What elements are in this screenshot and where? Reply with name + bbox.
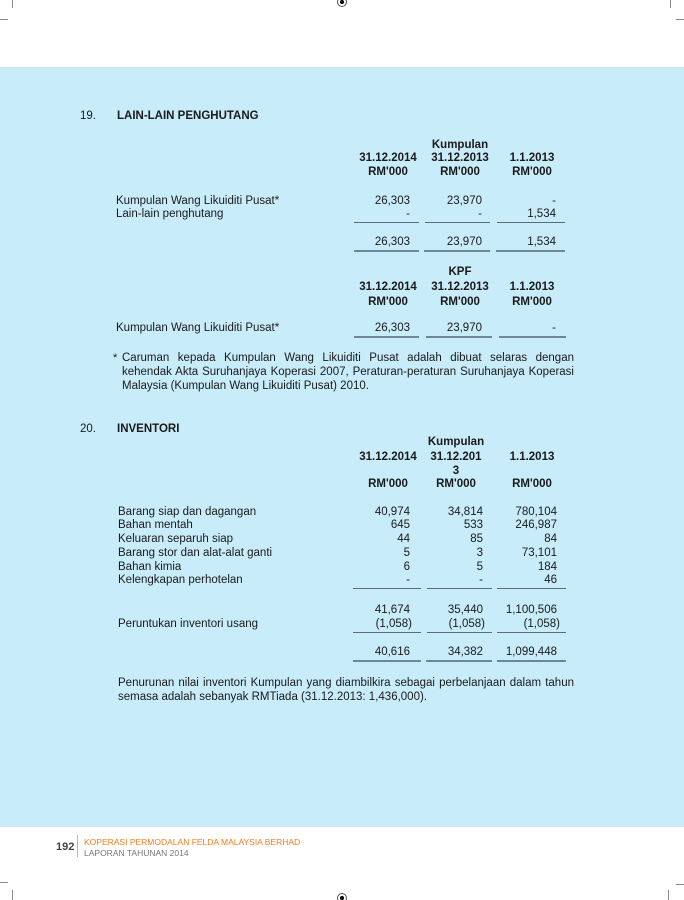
cell-value: 184	[537, 561, 557, 573]
column-date: 1.1.2013	[509, 152, 555, 164]
page-number: 192	[56, 841, 75, 853]
double-underline	[499, 336, 566, 338]
double-underline	[497, 660, 566, 662]
cell-value: 6	[403, 561, 410, 573]
subtotal-value: 1,100,506	[505, 604, 557, 616]
crop-mark	[12, 0, 13, 8]
double-underline	[353, 660, 421, 662]
publisher-name: KOPERASI PERMODALAN FELDA MALAYSIA BERHAD	[84, 837, 301, 847]
footnote	[113, 351, 574, 393]
total-value: 1,534	[527, 236, 556, 248]
entity-header: Kumpulan	[427, 436, 485, 448]
double-underline	[496, 250, 565, 252]
cell-value: 3	[476, 547, 483, 559]
column-unit: RM'000	[512, 296, 552, 308]
cell-value: -	[406, 208, 410, 220]
column-unit: RM'000	[368, 166, 408, 178]
cell-value: (1,058)	[375, 618, 412, 630]
cell-value: 5	[403, 547, 410, 559]
row-label: Kelengkapan perhotelan	[118, 574, 243, 586]
underline	[427, 632, 492, 633]
cell-value: 5	[476, 561, 483, 573]
crop-mark	[0, 882, 8, 883]
cell-value: 26,303	[374, 195, 410, 207]
total-value: 34,382	[447, 646, 483, 658]
underline	[354, 222, 419, 223]
column-unit: RM'000	[368, 296, 408, 308]
crop-mark	[670, 0, 671, 8]
double-underline	[424, 250, 490, 252]
double-underline	[354, 250, 419, 252]
column-unit: RM'000	[368, 478, 408, 490]
cell-value: 26,303	[374, 322, 410, 334]
content-panel	[0, 67, 684, 827]
section-title: INVENTORI	[117, 423, 180, 435]
cell-value: 73,101	[521, 547, 557, 559]
entity-header: KPF	[448, 266, 472, 278]
footer-divider	[77, 835, 78, 857]
underline	[497, 222, 565, 223]
remark-text: Penurunan nilai inventori Kumpulan yang diambilkira sebagai perbelanjaan dalam tahun semasa adalah sebanyak RMTiada (31.12.2013: 1,436,000).	[118, 677, 574, 703]
column-unit: RM'000	[440, 166, 480, 178]
footnote-text: Caruman kepada Kumpulan Wang Likuiditi Pusat adalah dibuat selaras dengan kehendak Akta Suruhanjaya Koperasi 2007, Peraturan-peraturan Suruhanjaya Koperasi Malaysia (Kumpulan Wang Likuiditi Pusat) 2010.	[122, 352, 574, 392]
column-date: 1.1.2013	[509, 281, 555, 293]
column-date: 31.12.2013	[431, 152, 489, 164]
entity-header: Kumpulan	[431, 139, 489, 151]
total-value: 1,099,448	[505, 646, 557, 658]
underline	[353, 632, 421, 633]
subtotal-value: 35,440	[447, 604, 483, 616]
column-unit: RM'000	[440, 296, 480, 308]
crop-mark	[676, 884, 684, 885]
cell-value: 44	[397, 533, 410, 545]
row-label: Bahan mentah	[118, 519, 193, 531]
cell-value: -	[478, 208, 482, 220]
underline	[497, 588, 566, 589]
double-underline	[426, 336, 492, 338]
section-number: 20.	[80, 423, 96, 435]
cell-value: -	[479, 574, 483, 586]
underline	[427, 588, 492, 589]
cell-value: -	[406, 574, 410, 586]
total-value: 26,303	[374, 236, 410, 248]
registration-mark-icon	[337, 0, 347, 7]
registration-mark-icon	[337, 893, 347, 900]
underline	[353, 588, 421, 589]
column-date: 31.12.201	[430, 451, 482, 463]
crop-mark	[668, 890, 669, 900]
column-unit: RM'000	[512, 478, 552, 490]
underline	[497, 632, 566, 633]
row-label: Lain-lain penghutang	[116, 208, 224, 220]
section-title: LAIN-LAIN PENGHUTANG	[117, 110, 259, 122]
crop-mark	[12, 890, 13, 900]
cell-value: 34,814	[447, 506, 483, 518]
column-unit: RM'000	[436, 478, 476, 490]
crop-mark	[676, 19, 684, 20]
cell-value: 645	[390, 519, 410, 531]
total-value: 40,616	[374, 646, 410, 658]
row-label: Barang stor dan alat-alat ganti	[118, 547, 273, 559]
cell-value: 84	[544, 533, 557, 545]
subtotal-value: 41,674	[374, 604, 410, 616]
cell-value: (1,058)	[448, 618, 485, 630]
cell-value: 533	[463, 519, 483, 531]
footnote-marker: *	[113, 352, 118, 364]
column-date: 1.1.2013	[509, 451, 555, 463]
cell-value: 40,974	[374, 506, 410, 518]
cell-value: 46	[544, 574, 557, 586]
column-unit: RM'000	[512, 166, 552, 178]
row-label: Peruntukan inventori usang	[118, 618, 259, 630]
cell-value: 23,970	[446, 195, 482, 207]
column-date: 31.12.2013	[431, 281, 489, 293]
crop-mark	[0, 19, 8, 20]
cell-value: 85	[470, 533, 483, 545]
cell-value: 23,970	[446, 322, 482, 334]
row-label: Barang siap dan dagangan	[118, 506, 257, 518]
column-date: 31.12.2014	[359, 152, 417, 164]
total-value: 23,970	[446, 236, 482, 248]
row-label: Kumpulan Wang Likuiditi Pusat*	[116, 322, 280, 334]
publication-title: LAPORAN TAHUNAN 2014	[84, 848, 189, 858]
row-label: Bahan kimia	[118, 561, 182, 573]
cell-value: 1,534	[527, 208, 556, 220]
double-underline	[354, 336, 419, 338]
cell-value: 780,104	[515, 506, 557, 518]
row-label: Kumpulan Wang Likuiditi Pusat*	[116, 195, 280, 207]
cell-value: -	[552, 195, 556, 207]
cell-value: (1,058)	[523, 618, 560, 630]
section-number: 19.	[80, 110, 96, 122]
cell-value: -	[552, 322, 556, 334]
column-date: 31.12.2014	[359, 451, 417, 463]
double-underline	[426, 660, 492, 662]
underline	[425, 222, 490, 223]
row-label: Keluaran separuh siap	[118, 533, 234, 545]
column-date-wrap: 3	[452, 465, 460, 477]
column-date: 31.12.2014	[359, 281, 417, 293]
inventory-remark	[118, 676, 574, 704]
cell-value: 246,987	[515, 519, 557, 531]
